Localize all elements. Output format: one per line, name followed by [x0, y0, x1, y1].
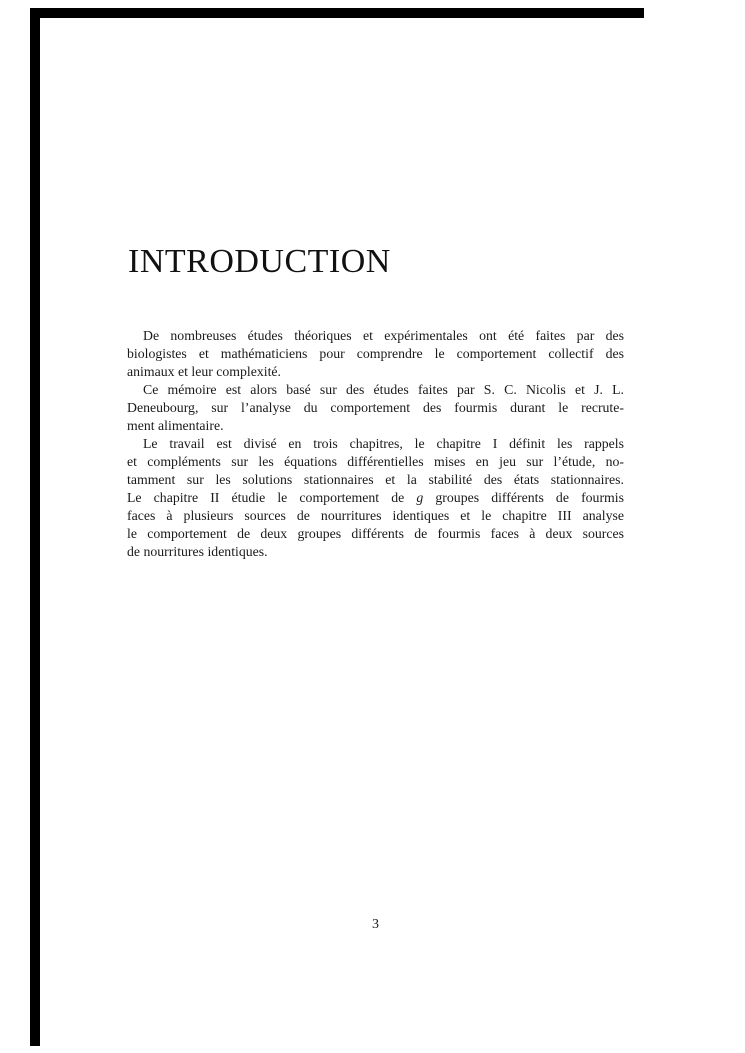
- text-line: Le travail est divisé en trois chapitres, le chapitre I définit les rappels: [143, 436, 624, 451]
- paragraph: [127, 381, 624, 435]
- chapter-title: INTRODUCTION: [128, 243, 391, 280]
- text-line: faces à plusieurs sources de nourritures identiques et le chapitre III analyse: [127, 508, 624, 523]
- math-var-g: g: [416, 490, 424, 505]
- text-line: de nourritures identiques.: [127, 544, 268, 559]
- page-number: 3: [372, 917, 379, 932]
- paragraph: [127, 435, 624, 561]
- text-line: et compléments sur les équations différentielles mises en jeu sur l’étude, no-: [127, 454, 624, 469]
- text-line: biologistes et mathématiciens pour comprendre le comportement collectif des: [127, 346, 624, 361]
- text-line: Deneubourg, sur l’analyse du comportement des fourmis durant le recrute-: [127, 400, 624, 415]
- text-line: ment alimentaire.: [127, 418, 224, 433]
- body-text: [127, 327, 624, 561]
- text-segment: Le chapitre II étudie le comportement de: [127, 490, 417, 505]
- text-segment: groupes différents de fourmis: [423, 490, 624, 505]
- paragraph: [127, 327, 624, 381]
- text-line: le comportement de deux groupes différents de fourmis faces à deux sources: [127, 526, 624, 541]
- text-line: tamment sur les solutions stationnaires et la stabilité des états stationnaires.: [127, 472, 624, 487]
- text-line: animaux et leur complexité.: [127, 364, 282, 379]
- text-line: [127, 489, 624, 507]
- text-line: De nombreuses études théoriques et expérimentales ont été faites par des: [143, 328, 624, 343]
- scan-edge-top-mark: [30, 8, 644, 18]
- scan-edge-left-mark: [30, 8, 40, 1046]
- text-line: Ce mémoire est alors basé sur des études faites par S. C. Nicolis et J. L.: [143, 382, 624, 397]
